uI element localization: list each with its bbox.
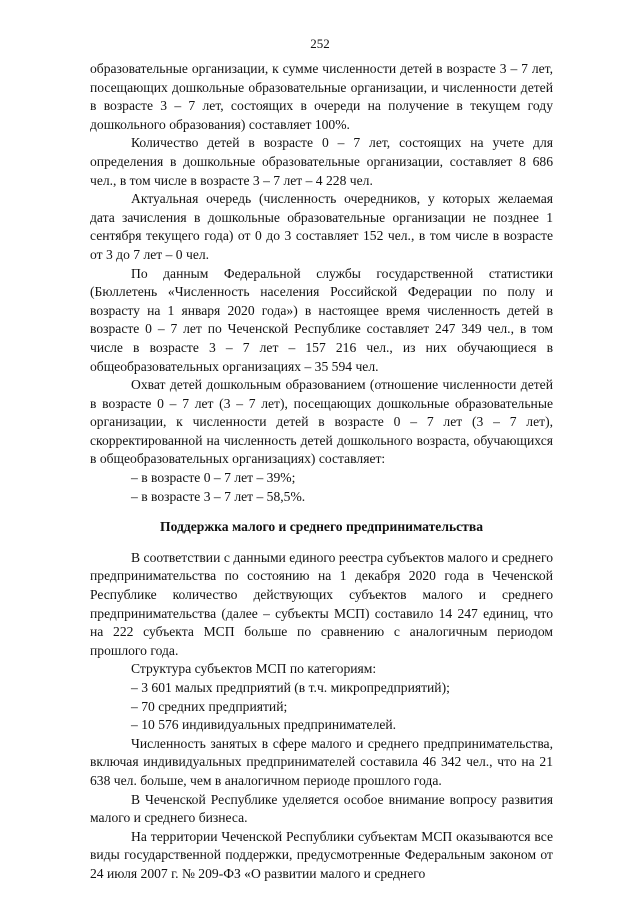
paragraph-enrollment-ratio: образовательные организации, к сумме численности детей в возрасте 3 – 7 лет, посещающих дошкольные образовательные организации, и численности детей в возрасте 3 – 7 лет, состоящих в очереди на получение в текущем году дошкольного образования) составляет 100%. xyxy=(90,61,553,132)
structure-list-item: – 70 средних предприятий; xyxy=(131,698,288,714)
section-heading: Поддержка малого и среднего предпринимательства xyxy=(160,519,483,535)
paragraph-preschool-coverage: Охват детей дошкольным образованием (отношение численности детей в возрасте 0 – 7 лет (3 – 7 лет), посещающих дошкольные образовательные организации, к численности детей в возрасте 0 – 7 лет (3 – 7 лет), скорректированной на численность детей дошкольного возраста, обучающихся в общеобразовательных организациях) составляет: xyxy=(90,377,553,467)
paragraph-sme-registry: В соответствии с данными единого реестра субъектов малого и среднего предпринимательства по состоянию на 1 декабря 2020 года в Чеченской Республике количество действующих субъектов малого и среднего предпринимательства (далее – субъекты МСП) составило 14 247 единиц, что на 222 субъекта МСП больше по сравнению с аналогичным периодом прошлого года. xyxy=(90,549,553,658)
page-number: 252 xyxy=(310,36,330,51)
paragraph-state-support: На территории Чеченской Республики субъектам МСП оказываются все виды государственной поддержки, предусмотренные Федеральным законом от 24 июля 2007 г. № 209-ФЗ «О развитии малого и среднего xyxy=(90,828,553,881)
paragraph-sme-employment: Численность занятых в сфере малого и среднего предпринимательства, включая индивидуальных предпринимателей составила 46 342 чел., что на 21 638 чел. больше, чем в аналогичном периоде прошлого года. xyxy=(90,735,553,788)
structure-list-item: – 3 601 малых предприятий (в т.ч. микропредприятий); xyxy=(131,680,450,695)
page-content xyxy=(90,60,553,884)
structure-title: Структура субъектов МСП по категориям: xyxy=(131,661,377,677)
structure-list-item: – 10 576 индивидуальных предпринимателей. xyxy=(131,717,397,733)
coverage-list-item: – в возрасте 0 – 7 лет – 39%; xyxy=(131,470,296,486)
paragraph-special-attention: В Чеченской Республике уделяется особое внимание вопросу развития малого и среднего бизнеса. xyxy=(90,791,553,826)
paragraph-rosstat-data: По данным Федеральной службы государственной статистики (Бюллетень «Численность населения Российской Федерации по полу и возрасту на 1 января 2020 года») в настоящее время численность детей в возрасте 0 – 7 лет по Чеченской Республике составляет 247 349 чел., в том числе в возрасте 3 – 7 лет – 157 216 чел., из них обучающиеся в общеобразовательных организациях – 35 594 чел. xyxy=(90,265,553,374)
paragraph-current-queue: Актуальная очередь (численность очередников, у которых желаемая дата зачисления в дошкольные образовательные организации не позднее 1 сентября текущего года) от 0 до 3 составляет 152 чел., в том числе в возрасте от 3 до 7 лет – 0 чел. xyxy=(90,191,553,262)
coverage-list-item: – в возрасте 3 – 7 лет – 58,5%. xyxy=(131,488,306,504)
paragraph-registered-children: Количество детей в возрасте 0 – 7 лет, состоящих на учете для определения в дошкольные образовательные организации, составляет 8 686 чел., в том числе в возрасте 3 – 7 лет – 4 228 чел. xyxy=(90,135,553,188)
